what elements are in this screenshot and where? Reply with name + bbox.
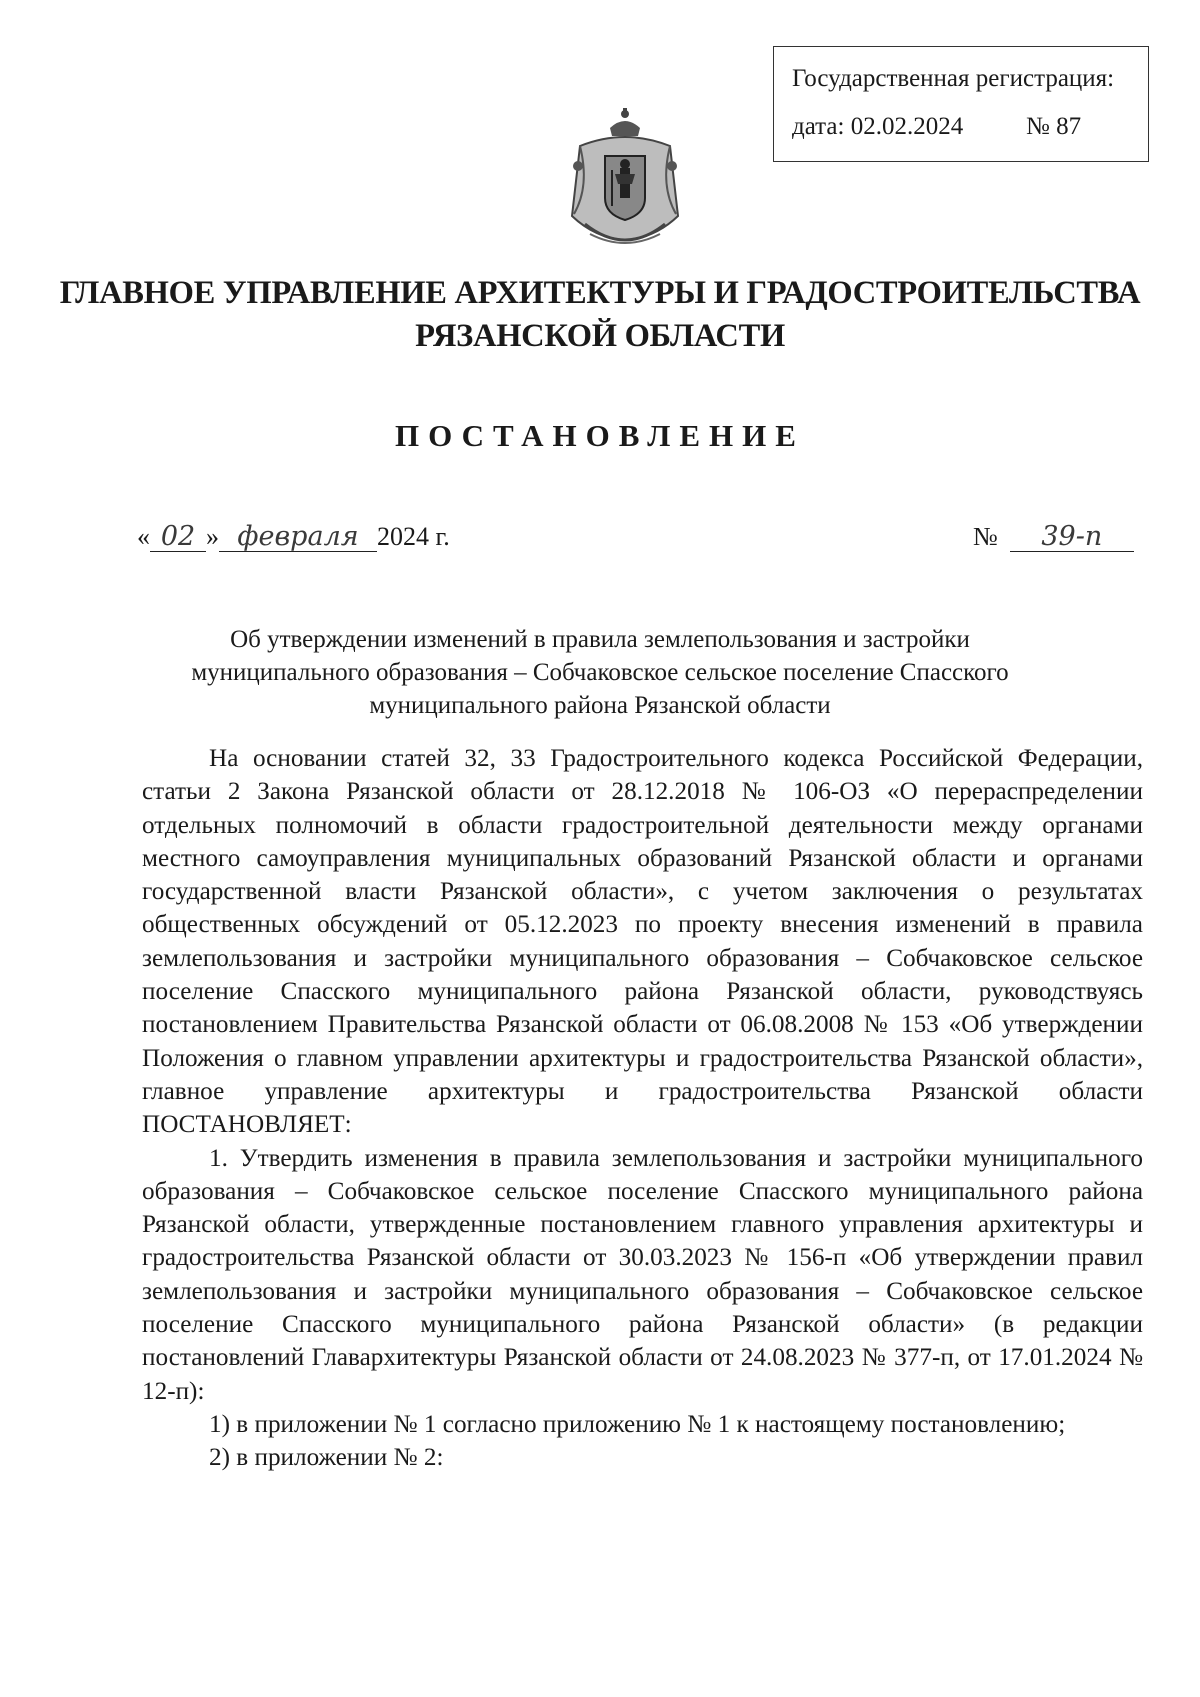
subject-line3: муниципального района Рязанской области	[369, 692, 831, 719]
registration-number: № 87	[1026, 113, 1082, 140]
registration-title: Государственная регистрация:	[792, 65, 1115, 92]
registration-date: дата: 02.02.2024	[792, 113, 964, 140]
organization-name-line2: РЯЗАНСКОЙ ОБЛАСТИ	[415, 318, 785, 354]
body-paragraph-item1: 1. Утвердить изменения в правила землепользования и застройки муниципального образования – Собчаковское сельское поселение Спасского муниципального района Рязанской области, утвержденные постановлением главного управления архитектуры и градостроительства Рязанской области от 30.03.2023 № 156-п «Об утверждении правил землепользования и застройки муниципального образования – Собчаковское сельское поселение Спасского муниципального района Рязанской области» (в редакции постановлений Главархитектуры Рязанской области от 24.08.2023 № 377-п, от 17.01.2024 № 12-п):	[142, 1144, 1143, 1405]
document-title: ПОСТАНОВЛЕНИЕ	[395, 418, 805, 453]
document-subject	[0, 623, 1200, 722]
close-quote: »	[206, 522, 219, 551]
document-year: 2024 г.	[377, 522, 450, 551]
body-paragraph-basis: На основании статей 32, 33 Градостроительного кодекса Российской Федерации, статьи 2 Закона Рязанской области от 28.12.2018 № 106-ОЗ «О перераспределении отдельных полномочий в области градостроительной деятельности между органами местного самоуправления муниципальных образований Рязанской области и органами государственной власти Рязанской области», с учетом заключения о результатах общественных обсуждений от 05.12.2023 по проекту внесения изменений в правила землепользования и застройки муниципального образования – Собчаковское сельское поселение Спасского муниципального района Рязанской области, руководствуясь постановлением Правительства Рязанской области от 06.08.2008 № 153 «Об утверждении Положения о главном управлении архитектуры и градостроительства Рязанской области», главное управление архитектуры и градостроительства Рязанской области ПОСТАНОВЛЯЕТ:	[142, 745, 1143, 1139]
open-quote: «	[137, 522, 150, 551]
handwritten-day: 02	[150, 523, 206, 552]
document-body	[142, 742, 1143, 1475]
handwritten-number: 39-п	[1010, 523, 1134, 552]
number-label: №	[973, 522, 998, 551]
document-date	[137, 522, 450, 552]
subject-line1: Об утверждении изменений в правила землепользования и застройки	[230, 626, 970, 653]
organization-name	[0, 272, 1200, 358]
subject-line2: муниципального образования – Собчаковское сельское поселение Спасского	[191, 659, 1009, 686]
document-number	[973, 522, 1134, 552]
body-paragraph-subitem2: 2) в приложении № 2:	[209, 1444, 444, 1472]
ryazan-coat-of-arms-icon	[560, 106, 690, 256]
organization-name-line1: ГЛАВНОЕ УПРАВЛЕНИЕ АРХИТЕКТУРЫ И ГРАДОСТРОИТЕЛЬСТВА	[59, 275, 1141, 311]
body-paragraph-subitem1: 1) в приложении № 1 согласно приложению № 1 к настоящему постановлению;	[209, 1410, 1066, 1438]
registration-stamp	[773, 46, 1149, 162]
handwritten-month: февраля	[219, 523, 377, 552]
